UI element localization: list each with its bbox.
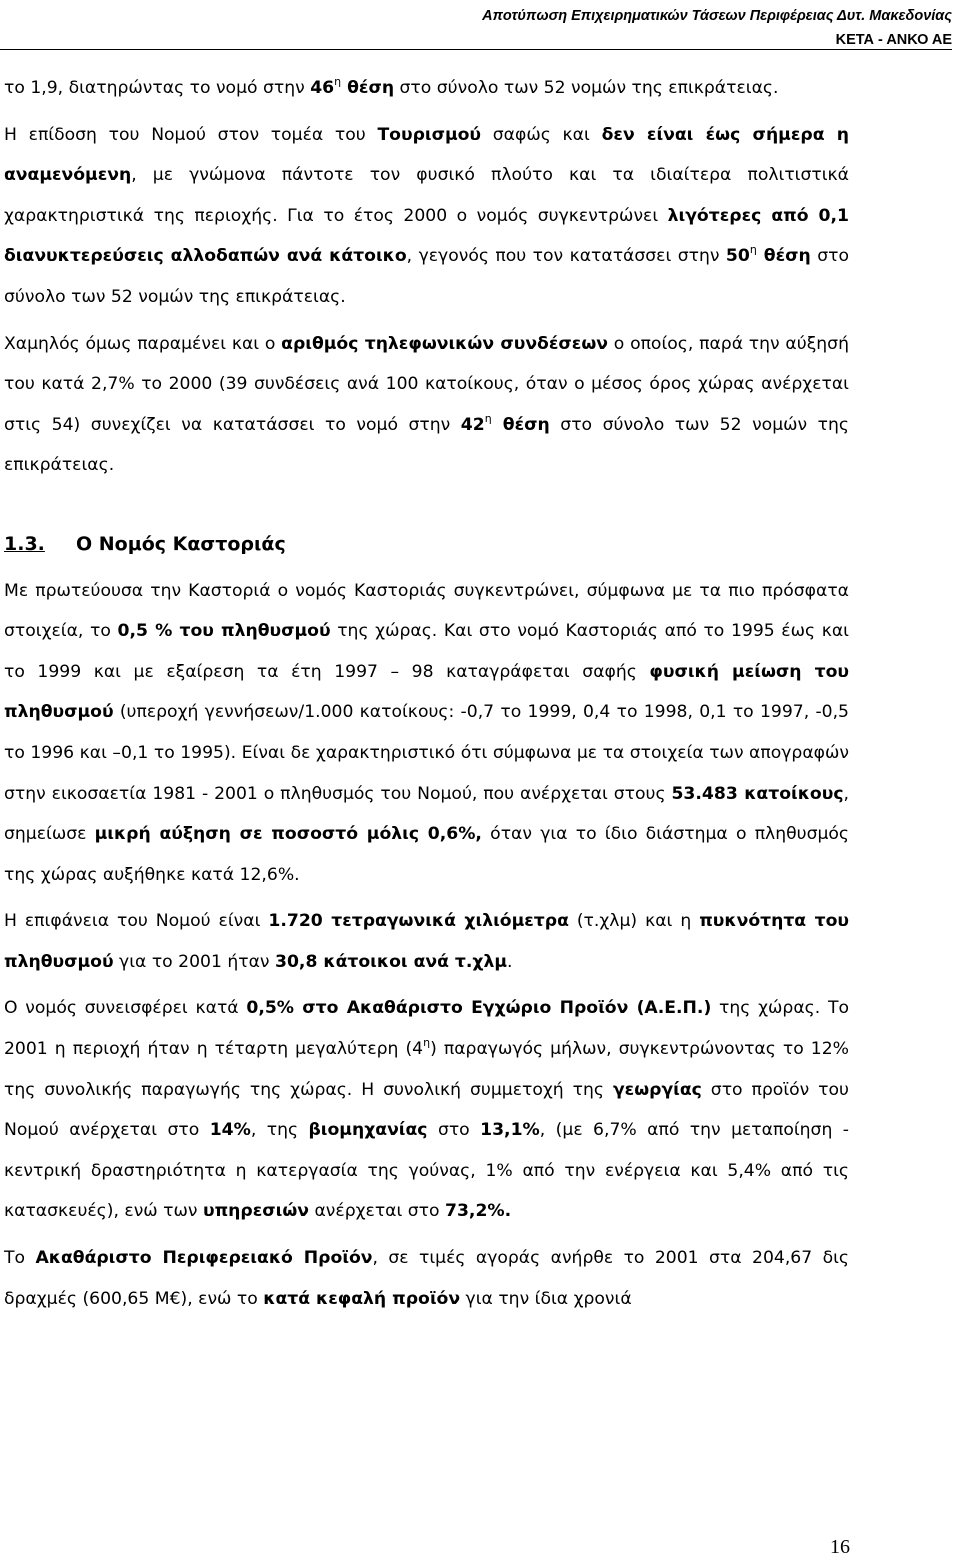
- paragraph-regional-product: Το Ακαθάριστο Περιφερειακό Προϊόν, σε τιμές αγοράς ανήρθε το 2001 στα 204,67 δις δραχμές (600,65 Μ€), ενώ το κατά κεφαλή προϊόν για την ίδια χρονιά: [4, 1248, 849, 1309]
- paragraph-ranking-continued: το 1,9, διατηρώντας το νομό στην $46^\eta$ θέση στο σύνολο των 52 νομών της επικράτειας.: [4, 75, 779, 98]
- section-number: 1.3.: [4, 532, 45, 555]
- section-title: Ο Νομός Καστοριάς: [76, 532, 286, 555]
- document-body: [4, 68, 849, 1319]
- page-number: 16: [830, 1536, 850, 1558]
- paragraph-population: Με πρωτεύουσα την Καστοριά ο νομός Καστοριάς συγκεντρώνει, σύμφωνα με τα πιο πρόσφατα στοιχεία, το 0,5 % του πληθυσμού της χώρας. Και στο νομό Καστοριάς από το 1995 έως και το 1999 και με εξαίρεση τα έτη 1997 – 98 καταγράφεται σαφής φυσική μείωση του πληθυσμού (υπεροχή γεννήσεων/1.000 κατοίκους: -0,7 το 1999, 0,4 το 1998, 0,1 το 1997, -0,5 το 1996 και –0,1 το 1995). Είναι δε χαρακτηριστικό ότι σύμφωνα με τα στοιχεία των απογραφών στην εικοσαετία 1981 - 2001 ο πληθυσμός του Νομού, που ανέρχεται στους 53.483 κατοίκους, σημείωσε μικρή αύξηση σε ποσοστό μόλις 0,6%, όταν για το ίδιο διάστημα ο πληθυσμός της χώρας αυξήθηκε κατά 12,6%.: [4, 580, 849, 885]
- section-heading: [4, 524, 849, 565]
- header-divider: [0, 49, 952, 50]
- paragraph-gdp: Ο νομός συνεισφέρει κατά 0,5% στο Ακαθάριστο Εγχώριο Προϊόν (Α.Ε.Π.) της χώρας. Το 2001 η περιοχή ήταν η τέταρτη μεγαλύτερη $(4^\eta)$ παραγωγός μήλων, συγκεντρώνοντας το 12% της συνολικής παραγωγής της χώρας. Η συνολική συμμετοχή της γεωργίας στο προϊόν του Νομού ανέρχεται στο 14%, της βιομηχανίας στο 13,1%, (με 6,7% από την μεταποίηση - κεντρική δραστηριότητα η κατεργασία της γούνας, 1% από την ενέργεια και 5,4% από τις κατασκευές), ενώ των υπηρεσιών ανέρχεται στο 73,2%.: [4, 998, 849, 1222]
- header-organization: ΚΕΤΑ - ΑΝΚΟ ΑΕ: [835, 32, 952, 48]
- header-report-title: Αποτύπωση Επιχειρηματικών Τάσεων Περιφέρειας Δυτ. Μακεδονίας: [482, 8, 952, 24]
- page-header: [482, 4, 952, 52]
- paragraph-tourism: Η επίδοση του Νομού στον τομέα του Τουρισμού σαφώς και δεν είναι έως σήμερα η αναμενόμενη, με γνώμονα πάντοτε τον φυσικό πλούτο και τα ιδιαίτερα πολιτιστικά χαρακτηριστικά της περιοχής. Για το έτος 2000 ο νομός συγκεντρώνει λιγότερες από 0,1 διανυκτερεύσεις αλλοδαπών ανά κάτοικο, γεγονός που τον κατατάσσει στην $50^\eta$ θέση στο σύνολο των 52 νομών της επικράτειας.: [4, 124, 850, 307]
- paragraph-telephone: Χαμηλός όμως παραμένει και ο αριθμός τηλεφωνικών συνδέσεων ο οποίος, παρά την αύξησή του κατά 2,7% το 2000 (39 συνδέσεις ανά 100 κατοίκους, όταν ο μέσος όρος χώρας ανέρχεται στις 54) συνεχίζει να κατατάσσει το νομό στην $42^\eta$ θέση στο σύνολο των 52 νομών της επικράτειας.: [4, 333, 849, 476]
- paragraph-area: Η επιφάνεια του Νομού είναι 1.720 τετραγωνικά χιλιόμετρα (τ.χλμ) και η πυκνότητα του πληθυσμού για το 2001 ήταν 30,8 κάτοικοι ανά τ.χλμ.: [4, 911, 849, 972]
